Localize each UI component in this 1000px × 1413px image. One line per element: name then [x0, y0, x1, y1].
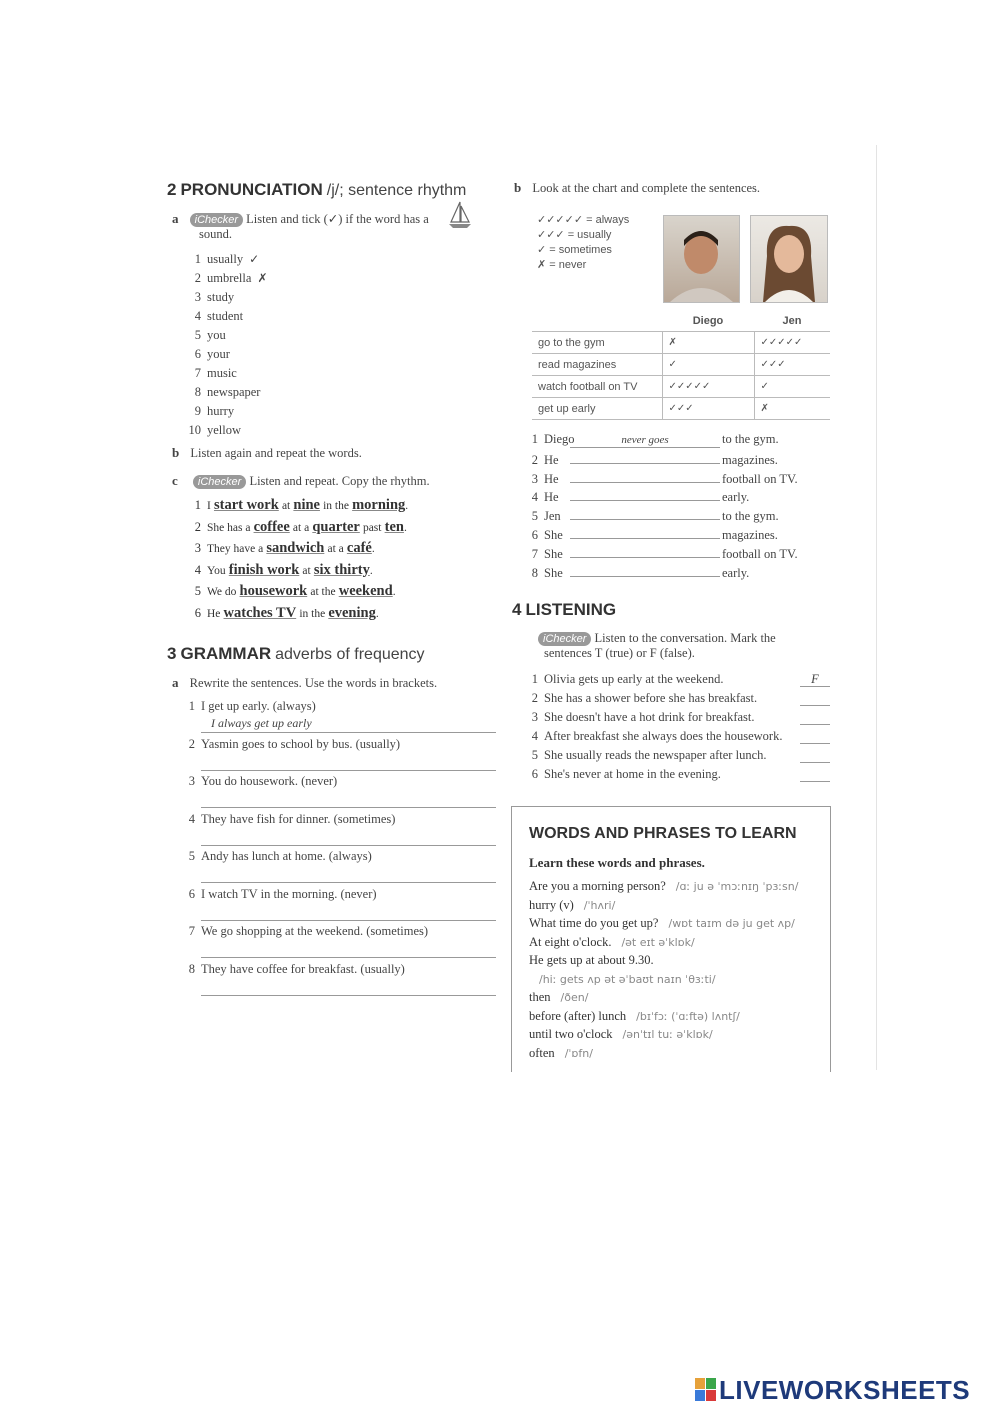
phonetic: /bɪˈfɔː (ˈɑːftə) lʌntʃ/: [636, 1009, 740, 1023]
unstressed-words: past: [362, 521, 382, 534]
sentence-end: football on TV.: [722, 471, 798, 486]
word-phrase: He gets up at about 9.30.: [529, 953, 654, 967]
ichecker-badge[interactable]: iChecker: [193, 475, 246, 489]
unstressed-words: in the: [323, 500, 349, 512]
tick-mark[interactable]: ✗: [257, 271, 268, 285]
item-number: 8: [194, 385, 201, 399]
word-phrase: then: [529, 990, 551, 1004]
stressed-words: sandwich: [266, 540, 325, 556]
stressed-words: morning: [352, 497, 406, 513]
answer-blank[interactable]: [570, 468, 720, 483]
unstressed-words: .: [392, 586, 396, 598]
pron-word-row: [183, 364, 268, 383]
chart-header-row: [532, 310, 830, 332]
item-number: 3: [194, 541, 201, 555]
unstressed-words: at a: [327, 543, 344, 555]
answer-blank[interactable]: [570, 524, 720, 539]
answer-blank[interactable]: [570, 486, 720, 501]
logo-icon: [695, 1378, 717, 1402]
pron-word: student: [207, 309, 244, 323]
item-number: 1: [531, 672, 538, 686]
answer-line[interactable]: [201, 790, 496, 808]
sentence-end: magazines.: [722, 452, 778, 467]
item-number: 5: [194, 584, 201, 598]
chart-diego-value: ✓✓✓: [662, 398, 754, 420]
pron-word-row: [183, 383, 268, 402]
unstressed-words: .: [369, 564, 373, 577]
true-false-blank[interactable]: [800, 748, 830, 763]
grammar-item: [183, 810, 496, 848]
listening-item: [530, 708, 830, 727]
unstressed-words: at: [281, 500, 291, 512]
sentence-subject: He: [544, 471, 559, 486]
pron-word: umbrella: [207, 271, 252, 285]
unstressed-words: at the: [310, 586, 336, 598]
word-entry: [529, 933, 798, 952]
word-entry: [529, 1007, 798, 1026]
chart-sentence: [530, 524, 798, 543]
chart-sentence: [530, 468, 798, 487]
item-number: 4: [188, 811, 195, 826]
rhythm-line: [183, 495, 408, 517]
pron-word: yellow: [207, 423, 242, 437]
section-title: PRONUNCIATION: [180, 180, 323, 199]
listening-item: [530, 689, 830, 708]
pron-word: your: [207, 347, 230, 361]
section-subtitle: /j/; sentence rhythm: [326, 182, 467, 199]
item-number: 2: [188, 736, 195, 751]
sentence-subject: He: [544, 452, 559, 467]
item-number: 6: [194, 605, 201, 620]
stressed-words: six thirty: [313, 561, 370, 578]
pron-word-row: [183, 345, 268, 364]
sentence-subject: Diego: [544, 432, 575, 446]
unstressed-words: You: [207, 564, 226, 577]
listening-item: [530, 746, 830, 765]
key-entry: ✓✓✓✓✓ = always: [537, 214, 630, 226]
unstressed-words: .: [371, 543, 375, 555]
sentence-end: football on TV.: [722, 546, 798, 561]
answer-text: F: [811, 672, 819, 686]
unstressed-words: in the: [299, 607, 326, 620]
pron-c-instruction: c iChecker Listen and repeat. Copy the rhythm.: [172, 473, 430, 488]
answer-line[interactable]: [201, 828, 496, 846]
listening-sentence: After breakfast she always does the housework.: [544, 729, 783, 743]
unstressed-words: I: [207, 500, 211, 512]
item-number: 9: [194, 404, 201, 418]
phonetic: /ət eɪt əˈklɒk/: [621, 935, 695, 949]
chart-sentence: [530, 486, 798, 505]
grammar-sentence: I get up early. (always): [201, 699, 316, 713]
listening-item: [530, 727, 830, 746]
grammar-sentence: I watch TV in the morning. (never): [201, 886, 377, 901]
pron-word: usually: [207, 252, 244, 266]
unstressed-words: at: [302, 564, 311, 577]
words-list: [529, 877, 798, 1062]
stressed-words: housework: [239, 583, 308, 599]
grammar-a-instruction: a Rewrite the sentences. Use the words in brackets.: [172, 675, 438, 690]
item-number: 6: [531, 527, 538, 542]
unstressed-words: We do: [207, 586, 237, 598]
grammar-sentence: You do housework. (never): [201, 774, 338, 788]
word-phrase: before (after) lunch: [529, 1008, 627, 1023]
key-entry: ✗ = never: [537, 259, 587, 271]
person-icon: [751, 216, 827, 302]
grammar-sentence: We go shopping at the weekend. (sometimes): [201, 924, 429, 938]
listening-sentence: She doesn't have a hot drink for breakfast.: [544, 710, 755, 724]
true-false-blank[interactable]: [800, 710, 830, 725]
words-title: WORDS AND PHRASES TO LEARN: [529, 825, 797, 842]
phonetic: /hiː gets ʌp ət əˈbaʊt naɪn ˈθɜːti/: [539, 972, 716, 986]
chart-diego-value: ✓: [662, 354, 754, 376]
word-phrase: often: [529, 1045, 555, 1060]
chart-row: [532, 354, 830, 376]
word-entry: [529, 896, 798, 915]
pron-word: newspaper: [207, 385, 261, 399]
item-number: 8: [188, 961, 195, 976]
chart-row: [532, 332, 830, 354]
jen-photo: [750, 215, 828, 303]
rhythm-line: [183, 538, 408, 560]
answer-line[interactable]: [201, 978, 496, 996]
grammar-sentence: Andy has lunch at home. (always): [201, 849, 372, 863]
grammar-sentence: They have fish for dinner. (sometimes): [201, 811, 396, 826]
answer-blank[interactable]: [570, 505, 720, 520]
listening-item: [530, 765, 830, 784]
item-number: 4: [194, 562, 201, 577]
pron-word-row: [183, 307, 268, 326]
word-entry: [529, 1025, 798, 1044]
chart-sentence-list: [530, 430, 798, 580]
ichecker-badge[interactable]: iChecker: [538, 632, 591, 646]
page-edge: [876, 145, 877, 1070]
answer-blank[interactable]: [570, 433, 720, 448]
item-number: 10: [188, 423, 201, 437]
sentence-end: early.: [722, 565, 750, 580]
chart-key: [537, 213, 629, 273]
item-number: 4: [531, 729, 538, 743]
pron-word: you: [207, 328, 226, 342]
item-number: 2: [194, 519, 201, 534]
sentence-end: magazines.: [722, 527, 778, 542]
stressed-words: quarter: [312, 518, 360, 535]
pronunciation-heading: [167, 180, 466, 200]
chart-jen-value: ✓✓✓✓✓: [754, 332, 830, 354]
pron-b-instruction: b Listen again and repeat the words.: [172, 445, 362, 460]
unstressed-words: .: [405, 500, 409, 512]
words-intro: Learn these words and phrases.: [529, 855, 705, 870]
answer-line[interactable]: [201, 865, 496, 883]
word-entry: [529, 970, 798, 989]
item-number: 7: [188, 924, 195, 938]
grammar-heading: 3 GRAMMAR adverbs of frequency: [167, 644, 425, 663]
chart-jen-value: ✗: [754, 398, 830, 420]
key-entry: ✓ = sometimes: [537, 244, 612, 256]
answer-line[interactable]: [201, 940, 496, 958]
listening-heading: 4 LISTENING: [512, 600, 617, 619]
rhythm-line: [183, 603, 408, 625]
sentence-end: to the gym.: [722, 432, 779, 446]
item-number: 1: [194, 252, 201, 266]
tick-mark[interactable]: ✓: [249, 252, 260, 266]
unstressed-words: at a: [292, 521, 310, 534]
word-phrase: At eight o'clock.: [529, 934, 612, 949]
answer-line[interactable]: [201, 903, 496, 921]
chart-diego-value: ✗: [662, 332, 754, 354]
answer-text: I always get up early: [211, 716, 312, 730]
true-false-blank[interactable]: [800, 729, 830, 744]
chart-bottom-rule: [532, 420, 830, 421]
pron-word-row: [183, 421, 268, 440]
sentence-subject: He: [544, 490, 559, 505]
stressed-words: nine: [293, 497, 320, 513]
word-phrase: Are you a morning person?: [529, 879, 666, 893]
frequency-chart: [532, 310, 830, 420]
answer-line[interactable]: [201, 753, 496, 771]
grammar-item: [183, 885, 496, 923]
chart-sentence: [530, 562, 798, 581]
ichecker-badge[interactable]: iChecker: [190, 213, 243, 227]
grammar-item: [183, 697, 496, 735]
item-number: 6: [188, 886, 195, 901]
word-phrase: until two o'clock: [529, 1027, 613, 1041]
grammar-sentence: Yasmin goes to school by bus. (usually): [201, 736, 401, 751]
item-number: 2: [194, 271, 201, 285]
diego-photo: [663, 215, 740, 303]
word-phrase: hurry (v): [529, 897, 574, 912]
listening-sentence: She's never at home in the evening.: [544, 767, 721, 781]
grammar-item: [183, 847, 496, 885]
item-number: 6: [531, 767, 538, 781]
listening-item-list: [530, 670, 830, 784]
answer-blank[interactable]: [570, 543, 720, 558]
stressed-words: café: [346, 540, 372, 556]
item-number: 2: [531, 691, 538, 705]
word-phrase: What time do you get up?: [529, 916, 659, 930]
phonetic: /ˈɒfn/: [564, 1046, 593, 1060]
stressed-words: ten: [384, 518, 404, 535]
listening-sentence: Olivia gets up early at the weekend.: [544, 672, 724, 686]
item-number: 3: [531, 471, 538, 486]
key-entry: ✓✓✓ = usually: [537, 229, 612, 241]
chart-sentence: [530, 430, 798, 449]
word-entry: [529, 951, 798, 970]
true-false-blank[interactable]: [800, 767, 830, 782]
unstressed-words: They have a: [207, 543, 264, 555]
stressed-words: coffee: [253, 518, 290, 535]
word-entry: [529, 914, 798, 933]
unstressed-words: .: [375, 607, 379, 620]
item-number: 5: [188, 849, 195, 863]
pron-word-row: [183, 250, 268, 269]
item-number: 7: [531, 546, 538, 561]
answer-blank[interactable]: [570, 449, 720, 464]
unstressed-words: She has a: [207, 521, 251, 534]
chart-jen-value: ✓✓✓: [754, 354, 830, 376]
chart-activity: watch football on TV: [532, 376, 662, 398]
chart-activity: go to the gym: [532, 332, 662, 354]
word-entry: [529, 877, 798, 896]
answer-line[interactable]: [201, 715, 496, 733]
item-number: 1: [531, 432, 538, 446]
sentence-subject: She: [544, 546, 563, 561]
rhythm-list: [183, 495, 408, 624]
chart-activity: get up early: [532, 398, 662, 420]
item-number: 4: [194, 309, 201, 323]
true-false-blank[interactable]: [800, 672, 830, 687]
item-number: 2: [531, 452, 538, 467]
listening-instruction: iChecker Listen to the conversation. Mark the sentences T (true) or F (false).: [538, 631, 818, 661]
stressed-words: weekend: [338, 583, 393, 599]
grammar-item: [183, 922, 496, 960]
item-number: 4: [531, 490, 538, 505]
pron-word: music: [207, 366, 237, 380]
word-entry: [529, 988, 798, 1007]
stressed-words: start work: [213, 497, 279, 513]
grammar-sentence: They have coffee for breakfast. (usually): [201, 961, 405, 976]
rhythm-line: [183, 560, 408, 582]
item-number: 3: [194, 290, 201, 304]
item-number: 5: [531, 509, 538, 524]
sentence-subject: Jen: [544, 509, 561, 524]
pron-word: hurry: [207, 404, 235, 418]
answer-blank[interactable]: [570, 562, 720, 577]
pron-word-list: [183, 250, 268, 440]
listening-sentence: She usually reads the newspaper after lunch.: [544, 748, 767, 762]
chart-row: [532, 398, 830, 420]
chart-sentence: [530, 449, 798, 468]
phonetic: /ənˈtɪl tuː əˈklɒk/: [622, 1028, 713, 1041]
answer-text: never goes: [621, 434, 669, 446]
liveworksheets-logo[interactable]: [695, 1375, 970, 1406]
item-number: 1: [194, 498, 201, 512]
item-number: 1: [188, 699, 195, 713]
rhythm-line: [183, 581, 408, 603]
words-box: [511, 806, 831, 1072]
grammar-item: [183, 772, 496, 810]
item-number: 3: [188, 774, 195, 788]
item-number: 8: [531, 565, 538, 580]
chart-jen-value: ✓: [754, 376, 830, 398]
person-icon: [664, 216, 739, 302]
sentence-subject: She: [544, 527, 563, 542]
chart-row: [532, 376, 830, 398]
chart-diego-value: ✓✓✓✓✓: [662, 376, 754, 398]
grammar-item: [183, 960, 496, 998]
chart-sentence: [530, 543, 798, 562]
unstressed-words: He: [207, 607, 221, 620]
pron-word-row: [183, 402, 268, 421]
logo-text: LIVEWORKSHEETS: [719, 1375, 971, 1405]
pron-word-row: [183, 326, 268, 345]
pron-word-row: [183, 288, 268, 307]
listening-item: [530, 670, 830, 689]
rhythm-line: [183, 517, 408, 539]
sentence-end: early.: [722, 490, 750, 505]
phonetic: /ðen/: [560, 991, 589, 1004]
true-false-blank[interactable]: [800, 691, 830, 706]
phonetic: /ˈhʌri/: [583, 898, 616, 912]
chart-activity: read magazines: [532, 354, 662, 376]
chart-header-jen: Jen: [782, 314, 802, 327]
word-entry: [529, 1044, 798, 1063]
item-number: 6: [194, 347, 201, 361]
chart-instruction: b Look at the chart and complete the sentences.: [514, 180, 761, 195]
phonetic: /ɑː ju ə ˈmɔːnɪŋ ˈpɜːsn/: [675, 880, 799, 893]
chart-sentence: [530, 505, 798, 524]
pron-a-instruction: a iChecker Listen and tick (✓) if the word has a sound.: [172, 211, 429, 241]
item-number: 5: [531, 748, 538, 762]
chart-header-diego: Diego: [692, 314, 724, 327]
section-number: 2: [167, 180, 177, 199]
pron-word-row: [183, 269, 268, 288]
item-number: 7: [194, 366, 201, 380]
listening-sentence: She has a shower before she has breakfast.: [544, 691, 758, 705]
pron-word: study: [207, 290, 235, 304]
stressed-words: watches TV: [223, 604, 297, 621]
stressed-words: evening: [328, 604, 376, 621]
item-number: 5: [194, 328, 201, 342]
sentence-end: to the gym.: [722, 509, 779, 524]
phonetic: /wɒt taɪm də ju get ʌp/: [668, 917, 795, 930]
sentence-subject: She: [544, 565, 563, 580]
unstressed-words: .: [403, 521, 407, 534]
item-number: 3: [531, 710, 538, 724]
stressed-words: finish work: [228, 561, 300, 578]
grammar-item-list: [183, 697, 496, 997]
grammar-item: [183, 735, 496, 773]
